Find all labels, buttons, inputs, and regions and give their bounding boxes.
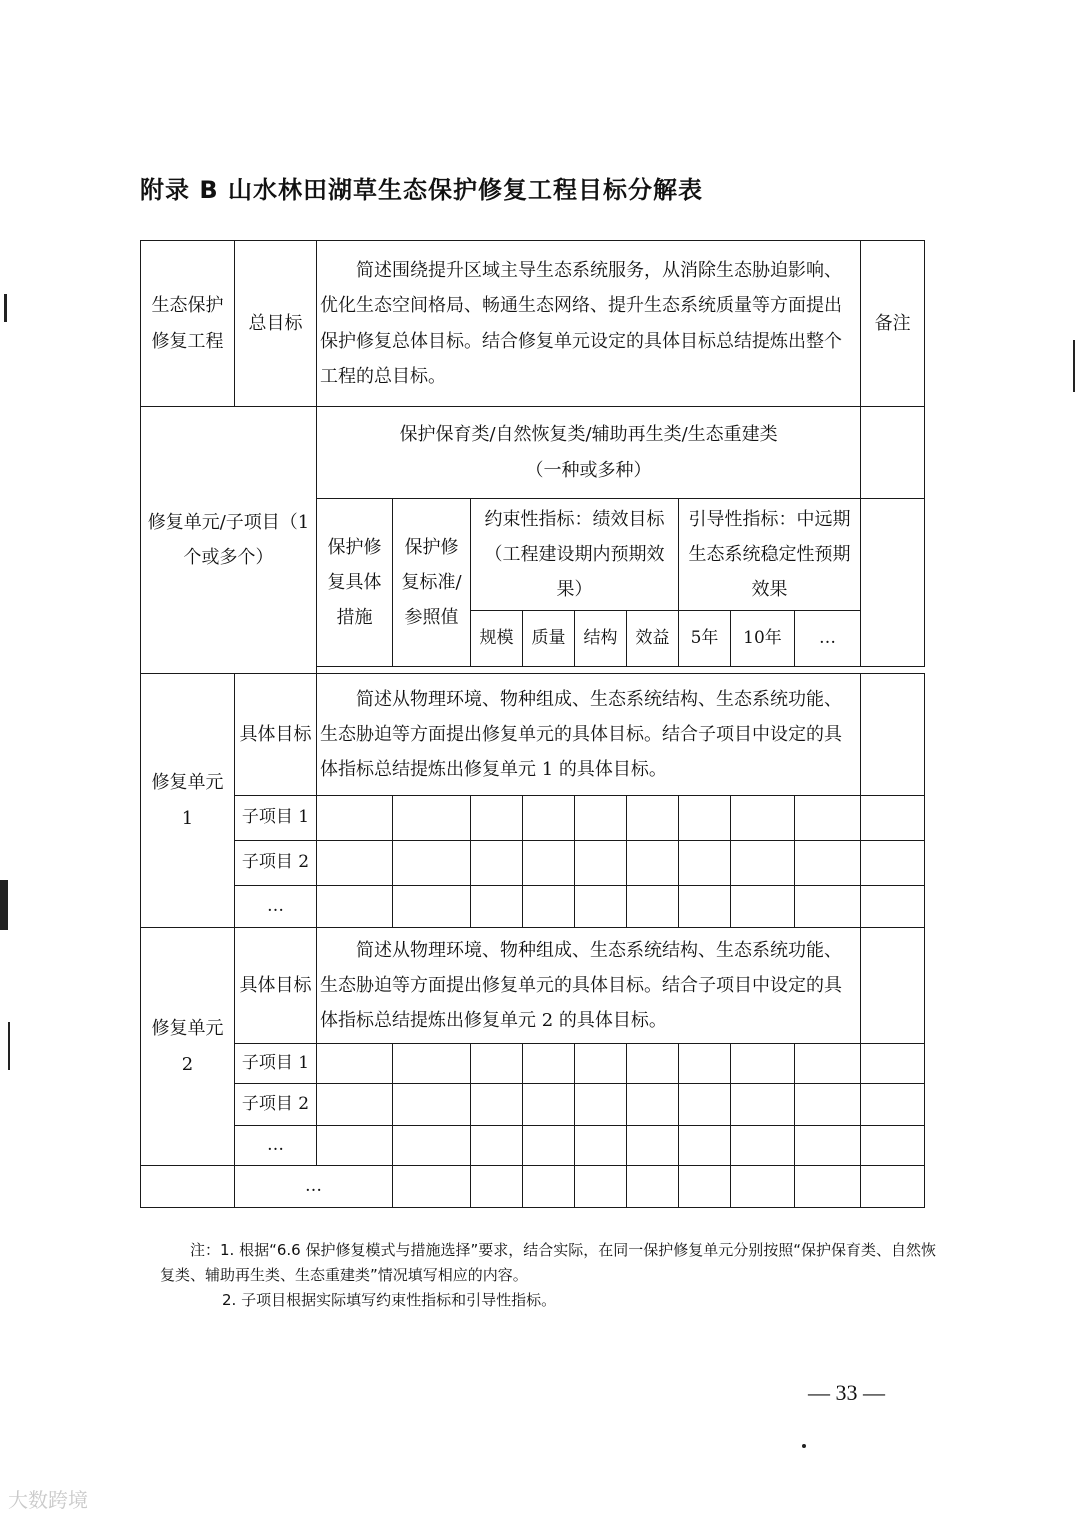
unit2-subproject-more-label: …: [235, 1126, 317, 1166]
blank-cell: [861, 928, 925, 1044]
table-row: [141, 1044, 925, 1084]
note-1: 注：1. 根据“6.6 保护修复模式与措施选择”要求，结合实际，在同一保护修复单元分别按照“保护保育类、自然恢复类、辅助再生类、生态重建类”情况填写相应的内容。: [160, 1241, 937, 1284]
sub-header-10yr: 10年: [731, 611, 795, 667]
binding-indicator-header-cell: 约束性指标：绩效目标（工程建设期内预期效果）: [471, 499, 679, 611]
table-row: [141, 407, 925, 499]
table-row: [141, 796, 925, 841]
category-line-2: （一种或多种）: [525, 459, 652, 481]
table-row: [141, 1084, 925, 1126]
table-row: [141, 674, 925, 796]
table-row: [141, 1126, 925, 1166]
unit2-number: 2: [181, 1053, 194, 1075]
more-units-label: …: [235, 1166, 393, 1208]
table-row: [141, 928, 925, 1044]
unit1-number: 1: [181, 807, 194, 829]
table-notes: [160, 1238, 950, 1312]
scan-mark: [0, 880, 8, 930]
unit1-label: 修复单元: [151, 772, 224, 794]
table-row: [141, 241, 925, 407]
blank-cell: [861, 499, 925, 667]
unit2-specific-goal-label: 具体目标: [235, 928, 317, 1044]
page-number: — 33 —: [808, 1380, 885, 1405]
unit2-label-cell: [141, 928, 235, 1166]
project-label-cell: 生态保护修复工程: [141, 241, 235, 407]
unit2-label: 修复单元: [151, 1018, 224, 1040]
measures-header-cell: 保护修复具体措施: [317, 499, 393, 667]
unit1-goal-text-cell: 简述从物理环境、物种组成、生态系统结构、生态系统功能、生态胁迫等方面提出修复单元的具体目标。结合子项目中设定的具体指标总结提炼出修复单元 1 的具体目标。: [317, 674, 861, 796]
scan-mark: [8, 1022, 10, 1070]
unit2-goal-text-cell: 简述从物理环境、物种组成、生态系统结构、生态系统功能、生态胁迫等方面提出修复单元的具体目标。结合子项目中设定的具体指标总结提炼出修复单元 2 的具体目标。: [317, 928, 861, 1044]
blank-cell: [861, 407, 925, 499]
sub-header-structure: 结构: [575, 611, 627, 667]
unit-header-cell: 修复单元/子项目（1个或多个）: [141, 407, 317, 674]
table-row: [141, 886, 925, 928]
sub-header-more: …: [795, 611, 861, 667]
unit1-subproject-more-label: …: [235, 886, 317, 928]
sub-header-quality: 质量: [523, 611, 575, 667]
scan-mark: [4, 294, 7, 322]
table-row: [141, 1166, 925, 1208]
category-header-cell: [317, 407, 861, 499]
unit1-specific-goal-label: 具体目标: [235, 674, 317, 796]
scan-dot: [802, 1444, 806, 1448]
unit1-label-cell: [141, 674, 235, 928]
overall-goal-text-cell: 简述围绕提升区域主导生态系统服务，从消除生态胁迫影响、优化生态空间格局、畅通生态网络、提升生态系统质量等方面提出保护修复总体目标。结合修复单元设定的具体目标总结提炼出整个工程的总目标。: [317, 241, 861, 407]
sub-header-scale: 规模: [471, 611, 523, 667]
sub-header-5yr: 5年: [679, 611, 731, 667]
scan-mark: [1073, 340, 1075, 392]
standard-header-cell: 保护修复标准/参照值: [393, 499, 471, 667]
watermark-logo: 大数跨境: [8, 1488, 88, 1512]
overall-goal-label-cell: 总目标: [235, 241, 317, 407]
guiding-indicator-header-cell: 引导性指标：中远期生态系统稳定性预期效果: [679, 499, 861, 611]
page-title: 附录 B 山水林田湖草生态保护修复工程目标分解表: [140, 176, 704, 204]
note-2: 2. 子项目根据实际填写约束性指标和引导性指标。: [222, 1290, 557, 1309]
blank-cell: [861, 674, 925, 796]
unit2-subproject-1-label: 子项目 1: [235, 1044, 317, 1084]
sub-header-benefit: 效益: [627, 611, 679, 667]
category-line-1: 保护保育类/自然恢复类/辅助再生类/生态重建类: [399, 424, 778, 446]
remarks-header-cell: 备注: [861, 241, 925, 407]
table-row: [141, 841, 925, 886]
goal-decomposition-table: [140, 240, 925, 1208]
unit2-subproject-2-label: 子项目 2: [235, 1084, 317, 1126]
unit1-subproject-2-label: 子项目 2: [235, 841, 317, 886]
unit1-subproject-1-label: 子项目 1: [235, 796, 317, 841]
